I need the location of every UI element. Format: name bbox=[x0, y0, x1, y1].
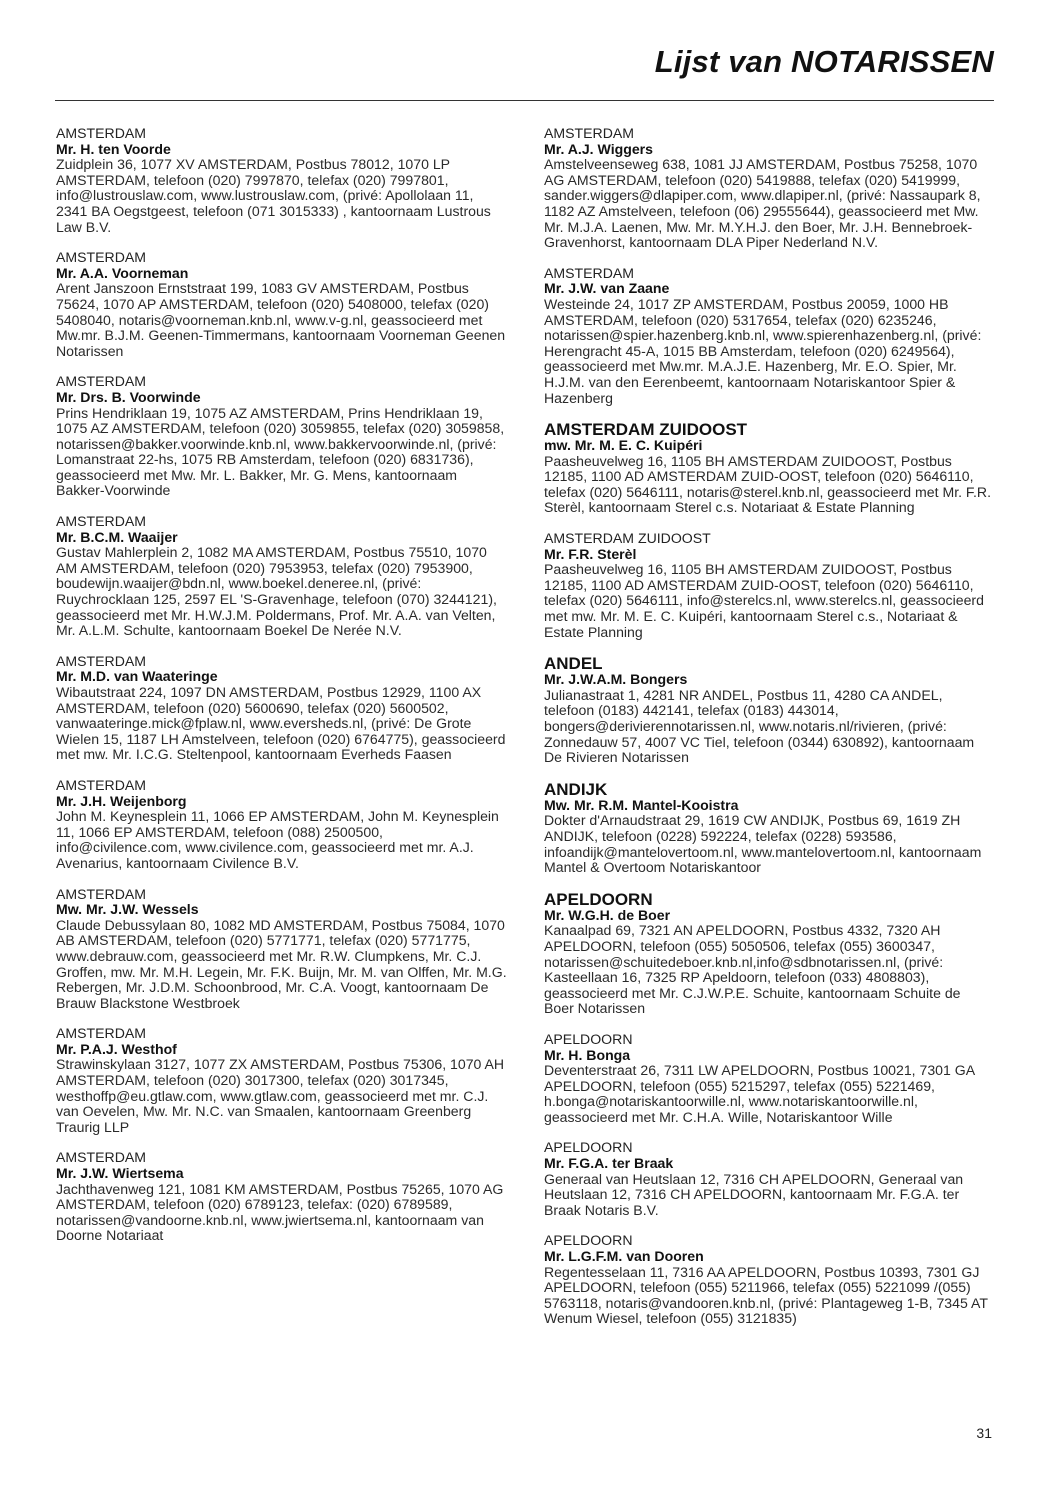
city-label: AMSTERDAM bbox=[56, 249, 147, 266]
notary-details: Kanaalpad 69, 7321 AN APELDOORN, Postbus 4332, 7320 AH APELDOORN, telefoon (055) 5050506, telefax (055) 3600347, notarissen@schuitedeboer.knb.nl,info@sdbnotarissen.nl, (privé: Kasteellaan 16, 7325 RP Apeldoorn, telefoon (033) 4808803), geassocieerd met Mr. C.J.W.P.E. Schuite, kantoornaam Schuite de Boer Notarissen bbox=[544, 922, 961, 1017]
city-label: AMSTERDAM bbox=[56, 513, 147, 530]
notary-name: Mw. Mr. R.M. Mantel-Kooistra bbox=[544, 796, 739, 813]
notary-details: Gustav Mahlerplein 2, 1082 MA AMSTERDAM, Postbus 75510, 1070 AM AMSTERDAM, telefoon (020) 7953953, telefax (020) 7953900, boudewijn.waaijer@bdn.nl, www.boekel.deneree.nl, (privé: Ruychrocklaan 125, 2597 EL 'S-Gravenhage, telefoon (070) 3244121), geassocieerd met Mr. H.W.J.M. Poldermans, Prof. Mr. A.A. van Velten, Mr. A.L.M. Schulte, kantoornaam Boekel De Nerée N.V. bbox=[56, 544, 497, 639]
notary-name: Mr. M.D. van Waateringe bbox=[56, 668, 218, 685]
city-label: AMSTERDAM bbox=[544, 125, 635, 141]
city-heading: APELDOORN bbox=[544, 889, 653, 909]
city-label: AMSTERDAM bbox=[56, 1025, 147, 1042]
city-label: AMSTERDAM bbox=[56, 885, 147, 902]
notary-entry bbox=[56, 514, 508, 639]
city-label: AMSTERDAM bbox=[56, 776, 147, 793]
notary-entry bbox=[544, 1233, 994, 1327]
city-label: AMSTERDAM bbox=[56, 652, 147, 669]
city-label: AMSTERDAM bbox=[56, 1149, 147, 1166]
city-label: APELDOORN bbox=[544, 1030, 633, 1047]
column-right bbox=[544, 126, 994, 1342]
notary-entry bbox=[56, 126, 508, 235]
notary-entry bbox=[544, 655, 994, 766]
notary-name: Mw. Mr. J.W. Wessels bbox=[56, 901, 199, 918]
column-left bbox=[56, 126, 508, 1259]
notary-entry bbox=[544, 126, 994, 251]
notary-name: Mr. A.J. Wiggers bbox=[544, 140, 653, 157]
page-number: 31 bbox=[976, 1425, 992, 1441]
notary-name: Mr. A.A. Voorneman bbox=[56, 264, 189, 281]
notary-details: Claude Debussylaan 80, 1082 MD AMSTERDAM, Postbus 75084, 1070 AB AMSTERDAM, telefoon (020) 5771771, telefax (020) 5771775, www.debrauw.com, geassocieerd met Mr. R.W. Clumpkens, Mr. C.J. Groffen, mw. Mr. M.H. Legein, Mr. F.K. Buijn, Mr. M. van Olffen, Mr. M.G. Rebergen, Mr. J.D.M. Schoonbrood, Mr. C.A. Voogt, kantoornaam De Brauw Blackstone Westbroek bbox=[56, 916, 507, 1011]
notary-name: Mr. H. Bonga bbox=[544, 1046, 631, 1063]
city-label: APELDOORN bbox=[544, 1139, 633, 1156]
notary-name: Mr. J.W. Wiertsema bbox=[56, 1165, 184, 1182]
notary-entry bbox=[544, 1140, 994, 1218]
notary-details: Arent Janszoon Ernststraat 199, 1083 GV AMSTERDAM, Postbus 75624, 1070 AP AMSTERDAM, telefoon (020) 5408000, telefax (020) 5408040, notaris@voorneman.knb.nl, www.v-g.nl, geassocieerd met Mw.mr. B.J.M. Geenen-Timmermans, kantoornaam Voorneman Geenen Notarissen bbox=[56, 280, 506, 359]
notary-entry bbox=[544, 421, 994, 516]
notary-entry bbox=[56, 887, 508, 1012]
title-divider bbox=[55, 100, 994, 101]
notary-name: Mr. F.G.A. ter Braak bbox=[544, 1155, 674, 1172]
notary-details: Paasheuvelweg 16, 1105 BH AMSTERDAM ZUIDOOST, Postbus 12185, 1100 AD AMSTERDAM ZUID-OOST, telefoon (020) 5646110, telefax (020) 5646111, notaris@sterel.knb.nl, geassocieerd met Mr. F.R. Sterèl, kantoornaam Sterel c.s. Notariaat & Estate Planning bbox=[544, 452, 991, 516]
city-heading: AMSTERDAM ZUIDOOST bbox=[544, 420, 748, 440]
notary-entry bbox=[544, 1032, 994, 1126]
notary-details: Prins Hendriklaan 19, 1075 AZ AMSTERDAM, Prins Hendriklaan 19, 1075 AZ AMSTERDAM, telefoon (020) 3059855, telefax (020) 3059858, notarissen@bakker.voorwinde.knb.nl, www.bakkervoorwinde.nl, (privé: Lomanstraat 22-hs, 1075 RB Amsterdam, telefoon (020) 6831736), geassocieerd met Mw. Mr. L. Bakker, Mr. G. Mens, kantoornaam Bakker-Voorwinde bbox=[56, 404, 505, 499]
notary-details: Generaal van Heutslaan 12, 7316 CH APELDOORN, Generaal van Heutslaan 12, 7316 CH APELDOORN, kantoornaam Mr. F.G.A. ter Braak Notaris B.V. bbox=[544, 1170, 964, 1218]
notary-name: Mr. J.H. Weijenborg bbox=[56, 792, 187, 809]
notary-entry bbox=[56, 250, 508, 359]
notary-details: Zuidplein 36, 1077 XV AMSTERDAM, Postbus 78012, 1070 LP AMSTERDAM, telefoon (020) 7997870, telefax (020) 7997801, info@lustrouslaw.com, www.lustrouslaw.com, (privé: Apollolaan 11, 2341 BA Oegstgeest, telefoon (071 3015333) , kantoornaam Lustrous Law B.V. bbox=[56, 156, 491, 235]
notary-name: Mr. J.W.A.M. Bongers bbox=[544, 671, 688, 688]
notary-details: Wibautstraat 224, 1097 DN AMSTERDAM, Postbus 12929, 1100 AX AMSTERDAM, telefoon (020) 5600690, telefax (020) 5600502, vanwaateringe.mick@fplaw.nl, www.eversheds.nl, (privé: De Grote Wielen 15, 1187 LH Amstelveen, telefoon (020) 6764775), geassocieerd met mw. Mr. I.C.G. Steltenpool, kantoornaam Everheds Faasen bbox=[56, 684, 506, 763]
city-heading: ANDIJK bbox=[544, 779, 608, 799]
notary-entry bbox=[56, 374, 508, 499]
notary-entry bbox=[544, 781, 994, 876]
city-label: AMSTERDAM bbox=[56, 373, 147, 390]
city-label: APELDOORN bbox=[544, 1232, 633, 1249]
notary-name: Mr. L.G.F.M. van Dooren bbox=[544, 1248, 704, 1265]
notary-name: Mr. W.G.H. de Boer bbox=[544, 906, 671, 923]
notary-details: Strawinskylaan 3127, 1077 ZX AMSTERDAM, Postbus 75306, 1070 AH AMSTERDAM, telefoon (020) 3017300, telefax (020) 3017345, westhoffp@eu.gtlaw.com, www.gtlaw.com, geassocieerd met mr. C.J. van Oevelen, Mw. Mr. N.C. van Smaalen, kantoornaam Greenberg Traurig LLP bbox=[56, 1056, 505, 1135]
notary-entry bbox=[544, 531, 994, 640]
notary-name: Mr. H. ten Voorde bbox=[56, 140, 171, 157]
notary-entry bbox=[544, 891, 994, 1017]
notary-details: John M. Keynesplein 11, 1066 EP AMSTERDAM, John M. Keynesplein 11, 1066 EP AMSTERDAM, telefoon (088) 2500500, info@civilence.com, www.civilence.com, geassocieerd met mr. A.J. Avenarius, kantoornaam Civilence B.V. bbox=[56, 808, 499, 871]
notary-details: Westeinde 24, 1017 ZP AMSTERDAM, Postbus 20059, 1000 HB AMSTERDAM, telefoon (020) 5317654, telefax (020) 6235246, notarissen@spier.hazenberg.knb.nl, www.spierenhazenberg.nl, (privé: Herengracht 45-A, 1015 BB Amsterdam, telefoon (020) 6249564), geassocieerd met Mw.mr. M.A.J.E. Hazenberg, Mr. E.O. Spier, Mr. H.J.M. van den Eerenbeemt, kantoornaam Notariskantoor Spier & Hazenberg bbox=[544, 295, 982, 406]
notary-entry bbox=[56, 654, 508, 763]
city-label: AMSTERDAM ZUIDOOST bbox=[544, 530, 711, 547]
notary-details: Julianastraat 1, 4281 NR ANDEL, Postbus 11, 4280 CA ANDEL, telefoon (0183) 442141, telefax (0183) 443014, bongers@derivierennotarissen.nl, www.notaris.nl/rivieren, (privé: Zonnedauw 57, 4007 VC Tiel, telefoon (0344) 630892), kantoornaam De Rivieren Notarissen bbox=[544, 686, 975, 766]
notary-details: Paasheuvelweg 16, 1105 BH AMSTERDAM ZUIDOOST, Postbus 12185, 1100 AD AMSTERDAM ZUID-OOST, telefoon (020) 5646110, telefax (020) 5646111, info@sterelcs.nl, www.sterelcs.nl, geassocieerd met mw. Mr. M. E. C. Kuipéri, kantoornaam Sterel c.s., Notariaat & Estate Planning bbox=[544, 561, 984, 640]
notary-details: Dokter d'Arnaudstraat 29, 1619 CW ANDIJK, Postbus 69, 1619 ZH ANDIJK, telefoon (0228) 592224, telefax (0228) 593586, infoandijk@mantelovertoom.nl, www.mantelovertoom.nl, kantoornaam Mantel & Overtoom Notariskantoor bbox=[544, 812, 982, 876]
notary-entry bbox=[544, 266, 994, 406]
notary-name: mw. Mr. M. E. C. Kuipéri bbox=[544, 437, 703, 454]
notary-entry bbox=[56, 1026, 508, 1135]
notary-name: Mr. F.R. Sterèl bbox=[544, 545, 637, 562]
notary-name: Mr. P.A.J. Westhof bbox=[56, 1040, 177, 1057]
notary-name: Mr. Drs. B. Voorwinde bbox=[56, 388, 201, 405]
page-title: Lijst van NOTARISSEN bbox=[654, 44, 994, 79]
notary-details: Deventerstraat 26, 7311 LW APELDOORN, Postbus 10021, 7301 GA APELDOORN, telefoon (055) 5215297, telefax (055) 5221469, h.bonga@notariskantoorwille.nl, www.notariskantoorwille.nl, geassocieerd met Mr. C.H.A. Wille, Notariskantoor Wille bbox=[544, 1062, 975, 1125]
notary-name: Mr. J.W. van Zaane bbox=[544, 280, 670, 297]
city-heading: ANDEL bbox=[544, 654, 603, 674]
city-label: AMSTERDAM bbox=[56, 125, 147, 141]
notary-entry bbox=[56, 1150, 508, 1244]
notary-entry bbox=[56, 778, 508, 872]
notary-details: Amstelveenseweg 638, 1081 JJ AMSTERDAM, Postbus 75258, 1070 AG AMSTERDAM, telefoon (020) 5419888, telefax (020) 5419999, sander.wiggers@dlapiper.com, www.dlapiper.nl, (privé: Nassaupark 8, 1182 AZ Amstelveen, telefoon (06) 29555644), geassocieerd met Mw. Mr. M.J.A. Laenen, Mw. Mr. M.Y.H.J. den Boer, Mr. J.H. Bennebroek-Gravenhorst, kantoornaam DLA Piper Nederland N.V. bbox=[544, 156, 981, 251]
city-label: AMSTERDAM bbox=[544, 264, 635, 281]
notary-details: Regentesselaan 11, 7316 AA APELDOORN, Postbus 10393, 7301 GJ APELDOORN, telefoon (055) 5211966, telefax (055) 5221099 /(055) 5763118, notaris@vandooren.knb.nl, (privé: Plantageweg 1-B, 7345 AT Wenum Wiesel, telefoon (055) 3121835) bbox=[544, 1263, 988, 1327]
notary-details: Jachthavenweg 121, 1081 KM AMSTERDAM, Postbus 75265, 1070 AG AMSTERDAM, telefoon (020) 6789123, telefax: (020) 6789589, notarissen@vandoorne.knb.nl, www.jwiertsema.nl, kantoornaam van Doorne Notariaat bbox=[56, 1180, 504, 1244]
notary-name: Mr. B.C.M. Waaijer bbox=[56, 528, 178, 545]
